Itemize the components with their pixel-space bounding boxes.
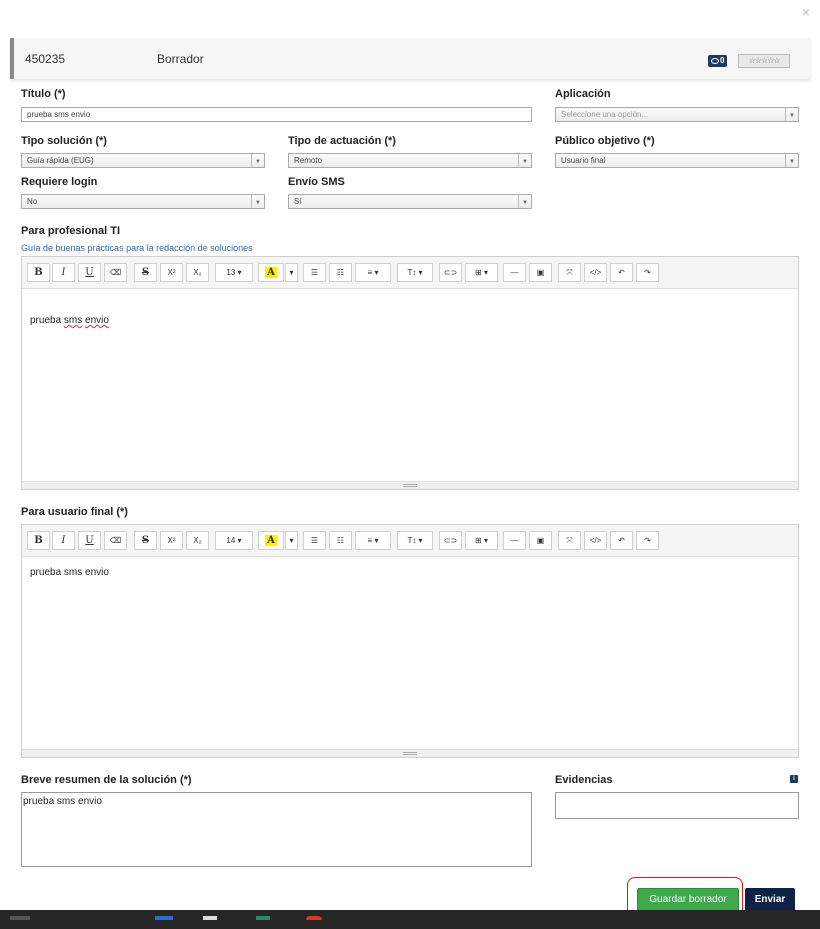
taskbar <box>0 910 820 929</box>
usuario-content: prueba sms envio <box>30 567 109 578</box>
info-icon[interactable]: i <box>790 775 798 783</box>
usuario-editor <box>21 524 799 758</box>
taskbar-icon[interactable] <box>306 916 322 920</box>
fullscreen-button[interactable]: ⤧ <box>558 263 581 282</box>
chevron-down-icon: ▼ <box>518 195 531 208</box>
bold-button[interactable]: B <box>27 263 50 282</box>
guide-link[interactable]: Guía de buenas prácticas para la redacción de soluciones <box>21 243 253 253</box>
taskbar-icon[interactable] <box>203 916 217 920</box>
link-button[interactable]: ⊂⊃ <box>439 263 462 282</box>
requiere-login-label: Requiere login <box>21 176 98 188</box>
italic-button[interactable]: I <box>52 531 75 550</box>
send-button[interactable]: Enviar <box>745 888 795 912</box>
underline-button[interactable]: U <box>78 531 101 550</box>
publico-objetivo-value: Usuario final <box>561 156 606 165</box>
align-button[interactable]: ≡ ▾ <box>355 531 391 550</box>
tipo-actuacion-select[interactable] <box>288 153 532 168</box>
resumen-label: Breve resumen de la solución (*) <box>21 774 192 786</box>
profesional-word: envio <box>85 315 109 326</box>
envio-sms-value: Sí <box>294 197 302 206</box>
resumen-textarea[interactable]: prueba sms envio <box>21 792 532 867</box>
undo-button[interactable]: ↶ <box>610 263 633 282</box>
subscript-button[interactable]: X₂ <box>186 263 209 282</box>
unordered-list-button[interactable]: ☰ <box>303 263 326 282</box>
text-style-button[interactable]: T↕ ▾ <box>397 263 433 282</box>
font-size-value: 14 <box>226 536 236 545</box>
unordered-list-button[interactable]: ☰ <box>303 531 326 550</box>
font-color-button[interactable] <box>258 263 284 282</box>
taskbar-icon[interactable] <box>155 916 173 920</box>
font-color-icon: A <box>267 267 275 278</box>
taskbar-icon[interactable] <box>10 916 30 920</box>
grip-icon <box>403 484 417 487</box>
superscript-button[interactable]: X² <box>160 531 183 550</box>
strikethrough-button[interactable]: S <box>134 263 157 282</box>
evidencias-input[interactable] <box>555 792 799 819</box>
profesional-editor-body[interactable] <box>22 289 798 481</box>
profesional-editor <box>21 256 799 490</box>
chevron-down-icon: ▼ <box>518 154 531 167</box>
superscript-button[interactable]: X² <box>160 263 183 282</box>
titulo-input[interactable]: prueba sms envio <box>21 107 532 122</box>
font-color-caret[interactable]: ▾ <box>285 531 298 550</box>
font-size-select[interactable]: 13 ▾ <box>215 263 253 282</box>
ordered-list-button[interactable]: ☷ <box>329 531 352 550</box>
usuario-editor-body[interactable] <box>22 557 798 749</box>
usuario-label: Para usuario final (*) <box>21 506 128 518</box>
subscript-button[interactable]: X₂ <box>186 531 209 550</box>
chevron-down-icon: ▼ <box>785 108 798 121</box>
eraser-button[interactable]: ⌫ <box>104 263 127 282</box>
solution-header <box>10 38 810 79</box>
code-view-button[interactable]: </> <box>584 263 607 282</box>
evidencias-label: Evidencias <box>555 774 613 786</box>
solution-id: 450235 <box>25 52 66 66</box>
tipo-actuacion-label: Tipo de actuación (*) <box>288 135 396 147</box>
image-button[interactable]: ▣ <box>529 531 552 550</box>
tipo-solucion-label: Tipo solución (*) <box>21 135 107 147</box>
horizontal-rule-button[interactable]: — <box>503 531 526 550</box>
eye-icon <box>711 58 719 64</box>
link-button[interactable]: ⊂⊃ <box>439 531 462 550</box>
italic-button[interactable]: I <box>52 263 75 282</box>
grip-icon <box>403 752 417 755</box>
horizontal-rule-button[interactable]: — <box>503 263 526 282</box>
eraser-button[interactable]: ⌫ <box>104 531 127 550</box>
aplicacion-select[interactable] <box>555 107 799 122</box>
tipo-actuacion-value: Remoto <box>294 156 323 165</box>
tipo-solucion-select[interactable] <box>21 153 265 168</box>
close-icon[interactable]: × <box>801 4 810 20</box>
resize-handle[interactable] <box>22 481 798 489</box>
views-badge <box>708 55 727 67</box>
underline-button[interactable]: U <box>78 263 101 282</box>
profesional-word: prueba <box>30 315 62 326</box>
text-style-button[interactable]: T↕ ▾ <box>397 531 433 550</box>
redo-button[interactable]: ↷ <box>636 263 659 282</box>
publico-objetivo-select[interactable] <box>555 153 799 168</box>
envio-sms-label: Envío SMS <box>288 176 345 188</box>
chevron-down-icon: ▼ <box>251 154 264 167</box>
resize-handle[interactable] <box>22 749 798 757</box>
usuario-toolbar <box>22 525 798 557</box>
code-view-button[interactable]: </> <box>584 531 607 550</box>
envio-sms-select[interactable] <box>288 194 532 209</box>
rating-stars[interactable]: ☆☆☆☆☆ <box>738 54 790 68</box>
font-size-value: 13 <box>226 268 236 277</box>
aplicacion-placeholder: Seleccione una opción... <box>561 110 649 119</box>
views-count: 0 <box>720 56 725 65</box>
profesional-toolbar <box>22 257 798 289</box>
table-button[interactable]: ⊞ ▾ <box>465 531 498 550</box>
ordered-list-button[interactable]: ☷ <box>329 263 352 282</box>
publico-objetivo-label: Público objetivo (*) <box>555 135 655 147</box>
font-size-select[interactable]: 14 ▾ <box>215 531 253 550</box>
chevron-down-icon: ▼ <box>251 195 264 208</box>
font-color-caret[interactable]: ▾ <box>285 263 298 282</box>
save-draft-button[interactable]: Guardar borrador <box>637 888 739 912</box>
profesional-word: sms <box>63 315 83 326</box>
requiere-login-select[interactable] <box>21 194 265 209</box>
tipo-solucion-value: Guía rápida (EUG) <box>27 156 94 165</box>
strikethrough-button[interactable]: S <box>134 531 157 550</box>
taskbar-icon[interactable] <box>256 916 270 920</box>
titulo-label: Título (*) <box>21 88 66 100</box>
align-button[interactable]: ≡ ▾ <box>355 263 391 282</box>
requiere-login-value: No <box>27 197 38 206</box>
status-label: Borrador <box>157 52 204 66</box>
fullscreen-button[interactable]: ⤧ <box>558 531 581 550</box>
chevron-down-icon: ▼ <box>785 154 798 167</box>
image-button[interactable]: ▣ <box>529 263 552 282</box>
undo-button[interactable]: ↶ <box>610 531 633 550</box>
aplicacion-label: Aplicación <box>555 88 611 100</box>
table-button[interactable]: ⊞ ▾ <box>465 263 498 282</box>
bold-button[interactable]: B <box>27 531 50 550</box>
profesional-label: Para profesional TI <box>21 225 121 237</box>
redo-button[interactable]: ↷ <box>636 531 659 550</box>
font-color-button[interactable] <box>258 531 284 550</box>
font-color-icon: A <box>267 535 275 546</box>
